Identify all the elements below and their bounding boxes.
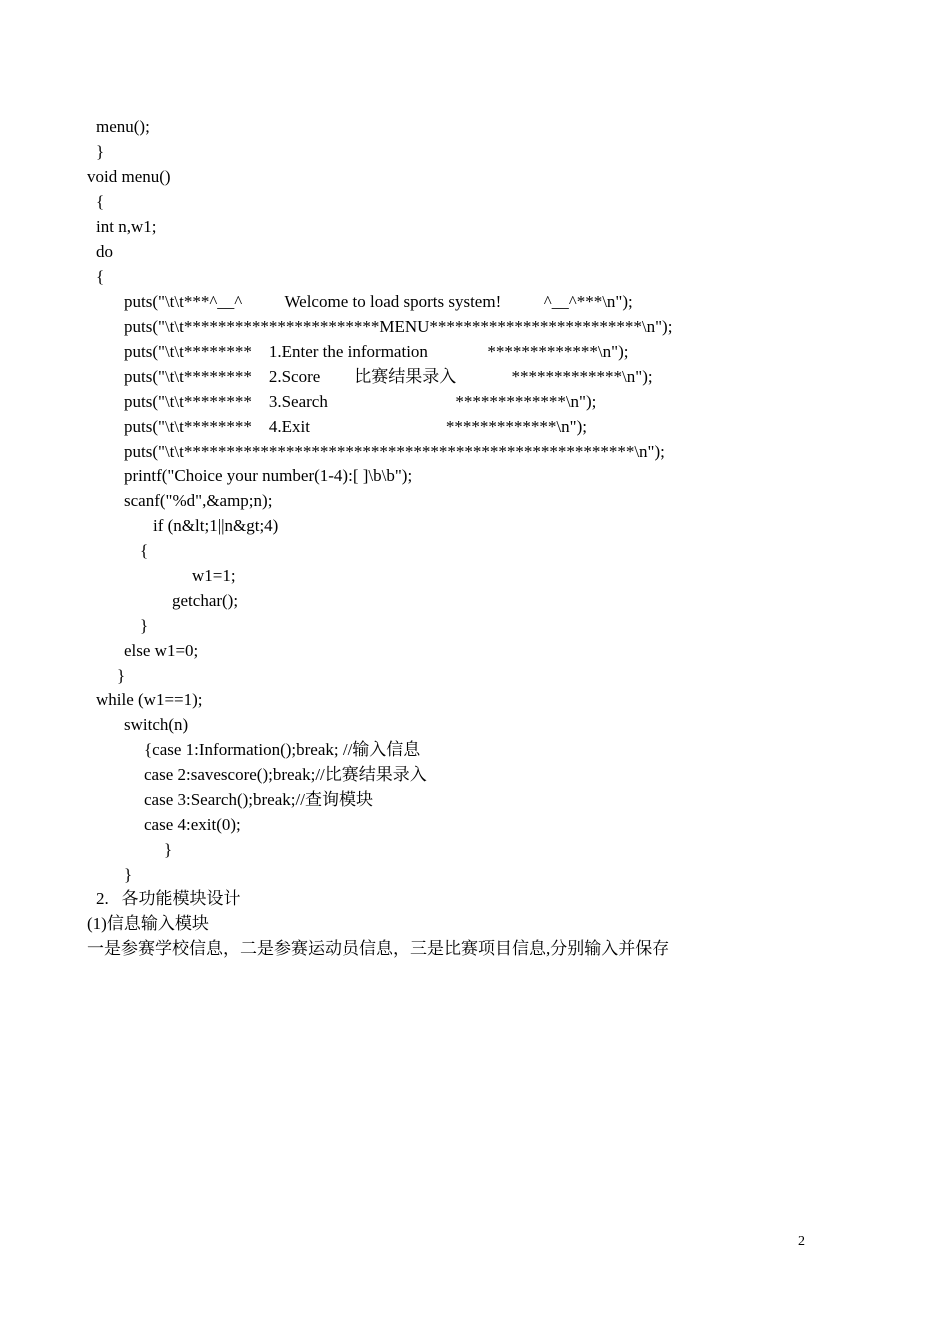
code-line: }: [140, 616, 149, 635]
code-line: while (w1==1);: [96, 690, 203, 709]
code-line: {: [96, 192, 105, 211]
code-line: else w1=0;: [124, 641, 199, 660]
code-line: puts("\t\t******** 1.Enter the information *************\n");: [124, 342, 629, 361]
code-line: scanf("%d",&amp;n);: [124, 491, 273, 510]
code-line: void menu(): [87, 167, 171, 186]
code-line: case 2:savescore();break;//比赛结果录入: [144, 765, 427, 784]
code-line: }: [164, 840, 173, 859]
code-line: }: [117, 666, 126, 685]
code-line: }: [124, 865, 133, 884]
code-line: menu();: [96, 117, 150, 136]
code-line: printf("Choice your number(1-4):[ ]\b\b");: [124, 466, 413, 485]
code-line: case 4:exit(0);: [144, 815, 241, 834]
code-line: switch(n): [124, 715, 189, 734]
code-line: if (n&lt;1||n&gt;4): [153, 516, 279, 535]
code-line: w1=1;: [192, 566, 236, 585]
code-line: puts("\t\t******** 2.Score 比赛结果录入 *************\n");: [124, 367, 653, 386]
subsection-heading: (1)信息输入模块: [87, 914, 209, 933]
code-line: getchar();: [172, 591, 239, 610]
code-line: int n,w1;: [96, 217, 157, 236]
body-paragraph: 一是参赛学校信息，二是参赛运动员信息，三是比赛项目信息,分别输入并保存: [87, 939, 670, 958]
code-line: puts("\t\t*****************************************************\n");: [124, 442, 665, 461]
code-line: puts("\t\t***^__^ Welcome to load sports system! ^__^***\n");: [124, 292, 633, 311]
code-line: }: [96, 142, 105, 161]
code-line: puts("\t\t***********************MENU*************************\n");: [124, 317, 673, 336]
code-line: {: [140, 541, 149, 560]
code-line: do: [96, 242, 113, 261]
page-number: 2: [798, 1234, 805, 1249]
code-line: {case 1:Information();break; //输入信息: [144, 740, 421, 759]
code-line: puts("\t\t******** 4.Exit *************\n");: [124, 417, 587, 436]
code-line: {: [96, 267, 105, 286]
code-line: puts("\t\t******** 3.Search *************\n");: [124, 392, 597, 411]
code-line: case 3:Search();break;//查询模块: [144, 790, 373, 809]
section-heading: 2. 各功能模块设计: [96, 889, 241, 908]
